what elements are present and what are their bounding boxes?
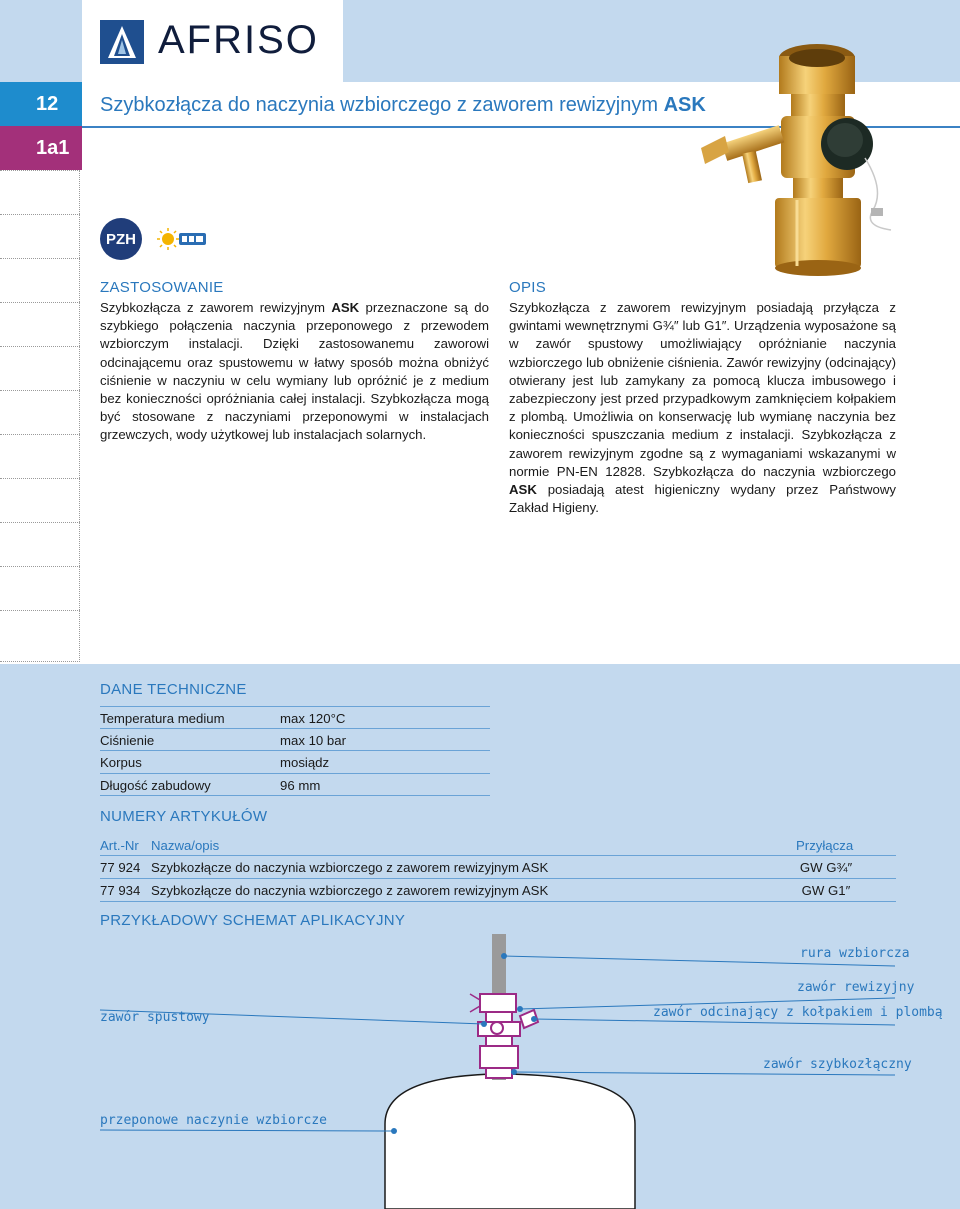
opis-text: Szybkozłącza z zaworem rewizyjnym posiadają przyłącza z gwintami wewnętrznymi G¾″ lub G1″. Urządzenia wyposażone są w zawór spustowy umożliwiający opróżnianie naczynia wzbiorczego lub obniżenie ciśnienia. Zawór rewizyjny (odcinający) otwierany jest lub zamykany za pomocą klucza imbusowego i zabezpieczony jest przed przypadkowym zamknięciem kołpakiem z plombą. Umożliwia on konserwację lub wymianę naczynia bez konieczności spuszczania medium z instalacji. Szybkozłącza z zaworem rewizyjnym zgodne są z wymaganiami wskazanymi w normie PN-EN 12828. Szybkozłącza do naczynia wzbiorczego ASK posiadają atest higieniczny wydany przez Państwowy Zakład Higieny. bbox=[509, 300, 896, 516]
tech-label: Korpus bbox=[100, 755, 142, 770]
schema-label-spustowy: zawór spustowy bbox=[100, 1010, 210, 1025]
section-heading-numery-artykulow: NUMERY ARTYKUŁÓW bbox=[100, 808, 268, 825]
schema-label-szybkozlaczny: zawór szybkozłączny bbox=[763, 1057, 912, 1072]
page-title: Szybkozłącza do naczynia wzbiorczego z zaworem rewizyjnym ASK bbox=[100, 94, 706, 116]
tab-placeholder bbox=[0, 610, 80, 662]
tab-placeholder bbox=[0, 170, 80, 214]
tech-label: Temperatura medium bbox=[100, 711, 225, 726]
article-name: Szybkozłącze do naczynia wzbiorczego z zaworem rewizyjnym ASK bbox=[151, 860, 549, 875]
column-header: Przyłącza bbox=[796, 838, 854, 853]
tab-placeholder bbox=[0, 346, 80, 390]
column-header: Art.-Nr bbox=[100, 838, 139, 853]
section-heading-schemat: PRZYKŁADOWY SCHEMAT APLIKACYJNY bbox=[100, 912, 406, 929]
article-name: Szybkozłącze do naczynia wzbiorczego z zaworem rewizyjnym ASK bbox=[151, 883, 549, 898]
tech-value: mosiądz bbox=[280, 755, 330, 770]
tab-placeholder bbox=[0, 478, 80, 522]
zastosowanie-text: Szybkozłącza z zaworem rewizyjnym ASK przeznaczone są do szybkiego połączenia naczynia przeponowego z przewodem wzbiorczym instalacji. Dzięki zastosowanemu zaworowi odcinającemu oraz spustowemu w łatwy sposób można obniżyć ciśnienie w naczyniu w celu wymiany lub opróżnić je z medium bez konieczności opróżniania całej instalacji. Szybkozłącza mogą być stosowane z naczyniami przeponowymi w instalacjach grzewczych, wody użytkowej lub instalacjach solarnych. bbox=[100, 300, 489, 443]
afriso-logo-icon bbox=[100, 20, 144, 64]
article-connection: GW G1″ bbox=[801, 883, 851, 898]
tab-placeholder bbox=[0, 258, 80, 302]
tab-placeholder bbox=[0, 390, 80, 434]
section-tab-number[interactable]: 12 bbox=[0, 82, 82, 126]
tech-label: Długość zabudowy bbox=[100, 777, 211, 793]
tech-value: max 10 bar bbox=[280, 732, 346, 748]
tab-placeholder bbox=[0, 566, 80, 610]
section-heading-dane-techniczne: DANE TECHNICZNE bbox=[100, 681, 247, 698]
section-tab-code[interactable]: 1a1 bbox=[0, 126, 82, 170]
brand-name: AFRISO bbox=[158, 18, 319, 62]
tab-placeholder bbox=[0, 302, 80, 346]
section-heading-zastosowanie: ZASTOSOWANIE bbox=[100, 279, 224, 296]
tech-label: Ciśnienie bbox=[100, 732, 155, 748]
tech-value: max 120°C bbox=[280, 711, 346, 726]
tab-placeholder bbox=[0, 522, 80, 566]
tab-placeholder bbox=[0, 434, 80, 478]
schema-label-rura: rura wzbiorcza bbox=[800, 946, 910, 961]
article-number: 77 934 bbox=[100, 883, 141, 898]
tab-placeholder bbox=[0, 214, 80, 258]
article-connection: GW G¾″ bbox=[799, 860, 853, 875]
tech-value: 96 mm bbox=[280, 777, 321, 793]
pzh-badge: PZH bbox=[100, 218, 142, 260]
product-photo bbox=[695, 40, 900, 280]
solar-logo-icon bbox=[152, 226, 208, 252]
schema-label-naczynie: przeponowe naczynie wzbiorcze bbox=[100, 1113, 327, 1128]
article-number: 77 924 bbox=[100, 860, 141, 875]
brand-logo bbox=[82, 0, 343, 84]
column-header: Nazwa/opis bbox=[151, 838, 220, 853]
schema-label-rewizyjny: zawór rewizyjny bbox=[797, 980, 915, 995]
section-heading-opis: OPIS bbox=[509, 279, 547, 296]
schema-label-odcinajacy: zawór odcinający z kołpakiem i plombą bbox=[653, 1005, 943, 1020]
